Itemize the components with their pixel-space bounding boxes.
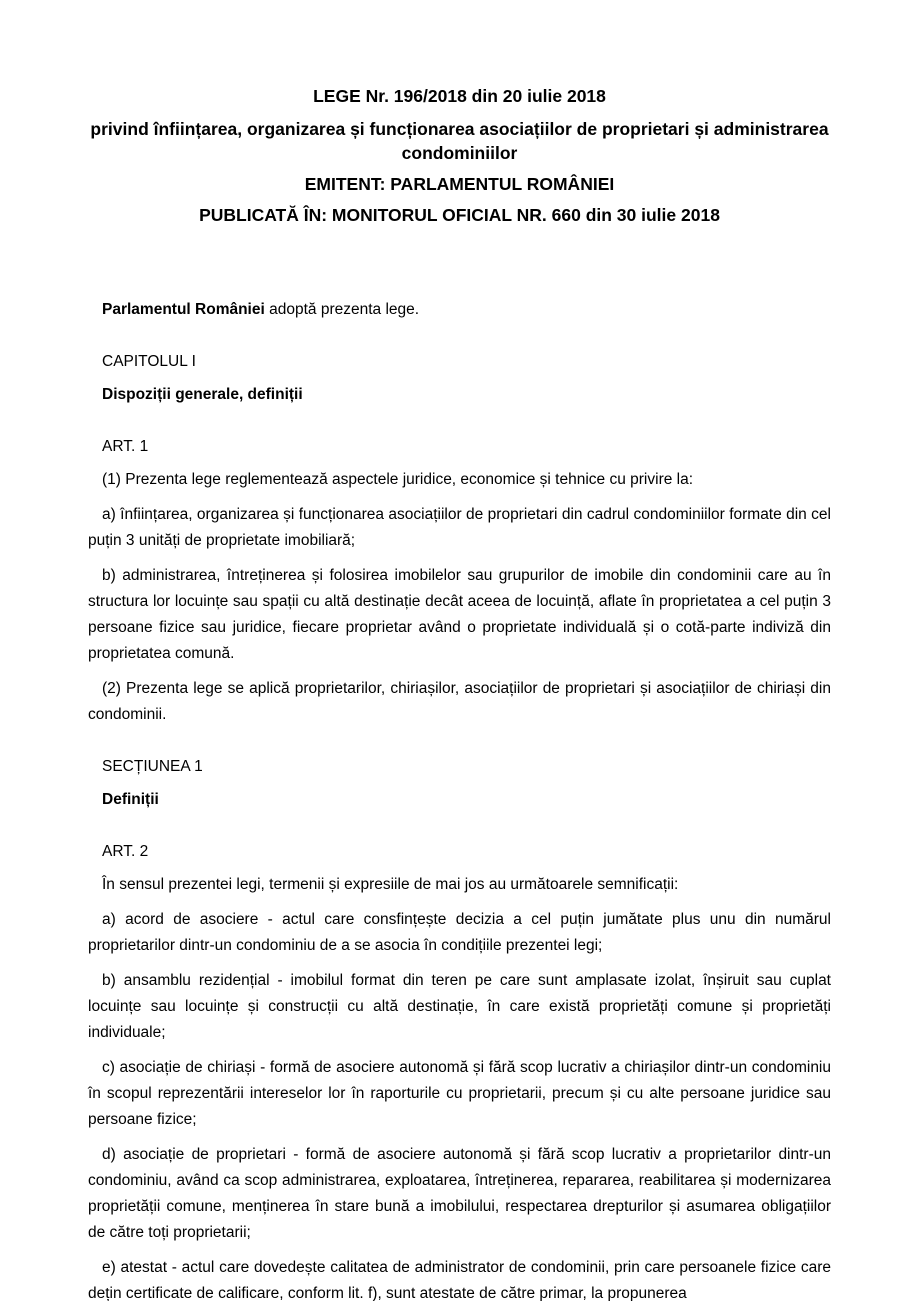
- art-2-intro: În sensul prezentei legi, termenii și expresiile de mai jos au următoarele semnificații:: [102, 876, 679, 893]
- chapter-1-title: Dispoziții generale, definiții: [102, 386, 303, 403]
- doc-subtitle: privind înființarea, organizarea și funcționarea asociațiilor de proprietari și administrarea condominiilor: [90, 119, 829, 163]
- doc-title: LEGE Nr. 196/2018 din 20 iulie 2018: [313, 86, 606, 106]
- art-1-paragraph-1: (1) Prezenta lege reglementează aspectele juridice, economice și tehnice cu privire la:: [102, 471, 694, 488]
- adopt-paragraph: [88, 297, 831, 323]
- art-2-item-a: a) acord de asociere - actul care consfințește decizia a cel puțin jumătate plus unu din numărul proprietarilor dintr-un condominiu de a se asocia în condițiile prezentei legi;: [88, 911, 831, 954]
- emitent-line: EMITENT: PARLAMENTUL ROMÂNIEI: [304, 174, 615, 194]
- art-2-item-e: e) atestat - actul care dovedește calitatea de administrator de condominii, prin care persoanele fizice care dețin certificate de calificare, conform lit. f), sunt atestate de către primar, la propunerea: [88, 1259, 831, 1301]
- art-2-item-d: d) asociație de proprietari - formă de asociere autonomă și fără scop lucrativ a proprietarilor dintr-un condominiu, având ca scop administrarea, exploatarea, întreținerea, repararea, reabilitarea și modernizarea proprietății comune, menținerea în stare bună a imobilului, respectarea drepturilor și asumarea obligațiilor de către toți proprietarii;: [88, 1146, 831, 1241]
- art-2-item-c: c) asociație de chiriași - formă de asociere autonomă și fără scop lucrativ a chiriașilor dintr-un condominiu în scopul reprezentării intereselor lor în raporturile cu proprietarii, precum și cu alte persoane juridice sau persoane fizice;: [88, 1059, 831, 1128]
- art-2-label: ART. 2: [102, 843, 149, 860]
- section-1-title: Definiții: [102, 791, 159, 808]
- section-1-label: SECȚIUNEA 1: [102, 758, 203, 775]
- adopt-rest: adoptă prezenta lege.: [264, 301, 420, 318]
- art-1-paragraph-2: (2) Prezenta lege se aplică proprietarilor, chiriașilor, asociațiilor de proprietari și asociațiilor de chiriași din condominii.: [88, 680, 831, 723]
- adopt-lead: Parlamentul României: [102, 301, 265, 318]
- publicata-line: PUBLICATĂ ÎN: MONITORUL OFICIAL NR. 660 din 30 iulie 2018: [199, 205, 720, 225]
- art-1-item-a: a) înființarea, organizarea și funcționarea asociațiilor de proprietari din cadrul condominiilor formate din cel puțin 3 unități de proprietate imobiliară;: [88, 506, 831, 549]
- art-2-item-b: b) ansamblu rezidențial - imobilul format din teren pe care sunt amplasate izolat, înșiruit sau cuplat locuințe sau locuințe și construcții cu altă destinație, în care există proprietăți comune și proprietăți individuale;: [88, 972, 831, 1041]
- art-1-label: ART. 1: [102, 438, 149, 455]
- chapter-1-label: CAPITOLUL I: [102, 353, 196, 370]
- art-1-item-b: b) administrarea, întreținerea și folosirea imobilelor sau grupurilor de imobile din condominii care au în structura lor locuințe sau spații cu altă destinație decât aceea de locuință, aflate în proprietatea a cel puțin 3 persoane fizice sau juridice, fiecare proprietar având o proprietate individuală și o cotă-parte indiviză din proprietatea comună.: [88, 567, 831, 662]
